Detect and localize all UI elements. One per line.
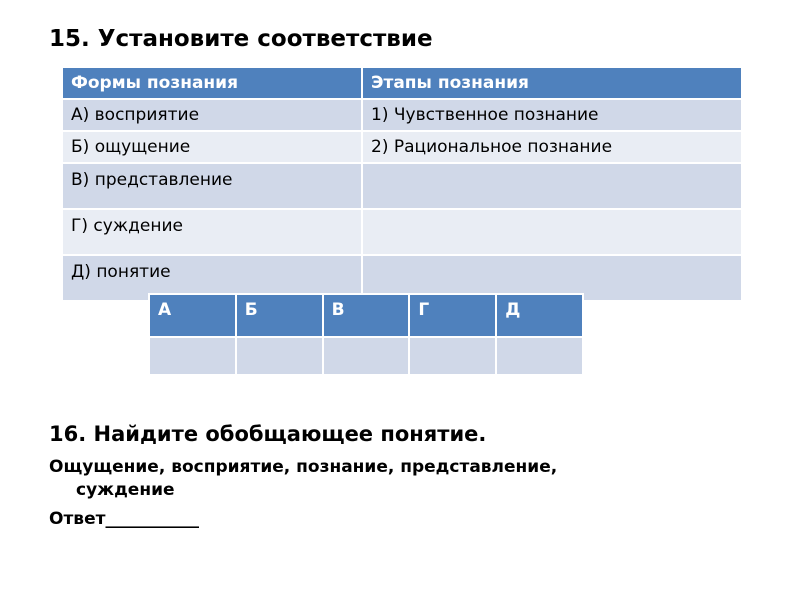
answer-header-a: А bbox=[149, 294, 236, 337]
task-16-words-line1: Ощущение, восприятие, познание, представление, bbox=[49, 457, 558, 477]
table-cell: Д) понятие bbox=[62, 255, 362, 301]
answer-cell-v[interactable] bbox=[323, 337, 410, 375]
table-row bbox=[62, 163, 742, 209]
answer-cell-a[interactable] bbox=[149, 337, 236, 375]
answer-header-d: Д bbox=[496, 294, 583, 337]
table-cell: В) представление bbox=[62, 163, 362, 209]
header-forms-of-cognition: Формы познания bbox=[62, 67, 362, 99]
answer-header-v: В bbox=[323, 294, 410, 337]
table-cell: А) восприятие bbox=[62, 99, 362, 131]
task-15-title: 15. Установите соответствие bbox=[49, 26, 433, 52]
answer-cell-b[interactable] bbox=[236, 337, 323, 375]
header-stages-of-cognition: Этапы познания bbox=[362, 67, 742, 99]
table-row bbox=[62, 131, 742, 163]
answer-table-row bbox=[149, 337, 583, 375]
answer-table-header-row bbox=[149, 294, 583, 337]
task-16-words-line2: суждение bbox=[76, 480, 175, 500]
task-16-words bbox=[49, 456, 729, 502]
table-row bbox=[62, 99, 742, 131]
answer-line[interactable]: Ответ___________ bbox=[49, 509, 199, 529]
matching-table-header-row bbox=[62, 67, 742, 99]
answer-header-b: Б bbox=[236, 294, 323, 337]
table-row bbox=[62, 209, 742, 255]
answer-table bbox=[148, 293, 584, 376]
table-cell: 1) Чувственное познание bbox=[362, 99, 742, 131]
matching-table bbox=[61, 66, 743, 302]
table-cell bbox=[362, 163, 742, 209]
task-16-title: 16. Найдите обобщающее понятие. bbox=[49, 422, 487, 446]
answer-cell-g[interactable] bbox=[409, 337, 496, 375]
table-cell: 2) Рациональное познание bbox=[362, 131, 742, 163]
answer-header-g: Г bbox=[409, 294, 496, 337]
table-cell: Б) ощущение bbox=[62, 131, 362, 163]
table-cell: Г) суждение bbox=[62, 209, 362, 255]
answer-cell-d[interactable] bbox=[496, 337, 583, 375]
table-cell bbox=[362, 209, 742, 255]
